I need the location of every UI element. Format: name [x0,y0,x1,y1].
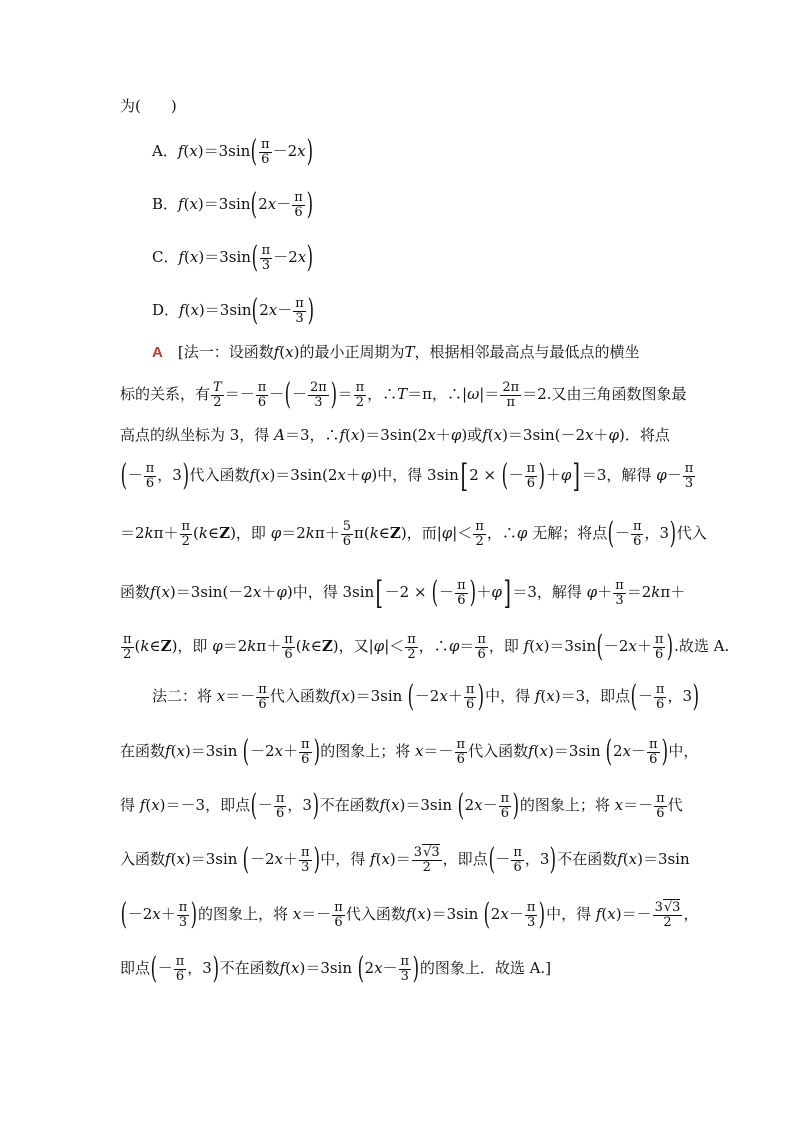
solution-line-13: 即点(－ $\frac{\pi}{6}$ ，3)不在函数f(x)＝3sin (2x－ $\frac{\pi}{3}$ )的图象上．故选 A.] [120,951,552,986]
option-b: B．f(x)＝3sin(2x－ $\frac{\pi}{6}$ ) [152,187,313,222]
question-tail: 为( ) [120,97,177,115]
solution-line-7: $\frac{\pi}{2}$ (k∈Z)，即 φ＝2kπ＋ $\frac{\pi}{6}$ (k∈Z)，又|φ|＜ $\frac{\pi}{2}$ ，∴φ＝ $\frac{\pi}{6}$ ，即 f(x)＝3sin(－2x＋ $\frac{\pi}{6}$ ).故选 A. [123,629,730,664]
solution-line-12: (－2x＋ $\frac{\pi}{3}$ )的图象上，将 x＝－ $\frac{\pi}{6}$ 代入函数f(x)＝3sin (2x－ $\frac{\pi}{3}$ )中，得 f(x)＝－ $\frac{3√3}{2}$ ， [120,897,699,932]
option-c: C．f(x)＝3sin( $\frac{\pi}{3}$ －2x) [152,240,314,275]
solution-line-10: 得 f(x)＝－3，即点(－ $\frac{\pi}{6}$ ，3)不在函数f(x)＝3sin (2x－ $\frac{\pi}{6}$ )的图象上；将 x＝－ $\frac{\pi}{6}$ 代 [120,788,683,823]
solution-line-5: ＝2kπ＋ $\frac{\pi}{2}$ (k∈Z)，即 φ＝2kπ＋ $\frac{5}{6}$ π(k∈Z)，而|φ|＜ $\frac{\pi}{2}$ ，∴φ 无解；将点(－ $\frac{\pi}{6}$ ，3)代入 [120,516,707,551]
solution-line-4: (－ $\frac{\pi}{6}$ ，3)代入函数f(x)＝3sin(2x＋φ)中，得 3sin[2 × (－ $\frac{\pi}{6}$ )＋φ]＝3，解得 φ－ $\frac{\pi}{3}$ [120,457,694,495]
answer-letter: A [152,344,163,361]
solution-line-1: A [法一：设函数f(x)的最小正周期为T，根据相邻最高点与最低点的横坐 [152,343,640,361]
solution-line-2: 标的关系，有 $\frac{T}{2}$ ＝－ $\frac{\pi}{6}$ －(－ $\frac{2\pi}{3}$ )＝ $\frac{\pi}{2}$ ，∴T＝π，∴|ω|＝ $\frac{2\pi}{\pi}$ ＝2.又由三角函数图象最 [120,377,687,412]
solution-line-3: 高点的纵坐标为 3，得 A＝3，∴f(x)＝3sin(2x＋φ)或f(x)＝3sin(－2x＋φ)．将点 [120,426,670,444]
option-d: D．f(x)＝3sin(2x－ $\frac{\pi}{3}$ ) [152,293,314,328]
option-a: A．f(x)＝3sin( $\frac{\pi}{6}$ －2x) [152,134,313,169]
solution-line-11: 入函数f(x)＝3sin (－2x＋ $\frac{\pi}{3}$ )中，得 f(x)＝ $\frac{3√3}{2}$ ，即点(－ $\frac{\pi}{6}$ ，3)不在函数f(x)＝3sin [120,842,690,877]
solution-line-9: 在函数f(x)＝3sin (－2x＋ $\frac{\pi}{6}$ )的图象上；将 x＝－ $\frac{\pi}{6}$ 代入函数f(x)＝3sin (2x－ $\frac{\pi}{6}$ )中， [120,734,699,769]
solution-line-6: 函数f(x)＝3sin(－2x＋φ)中，得 3sin[－2 × (－ $\frac{\pi}{6}$ )＋φ]＝3，解得 φ＋ $\frac{\pi}{3}$ ＝2kπ＋ [120,574,686,612]
solution-line-8: 法二：将 x＝－ $\frac{\pi}{6}$ 代入函数f(x)＝3sin (－2x＋ $\frac{\pi}{6}$ )中，得 f(x)＝3，即点(－ $\frac{\pi}{6}$ ，3) [152,679,700,714]
